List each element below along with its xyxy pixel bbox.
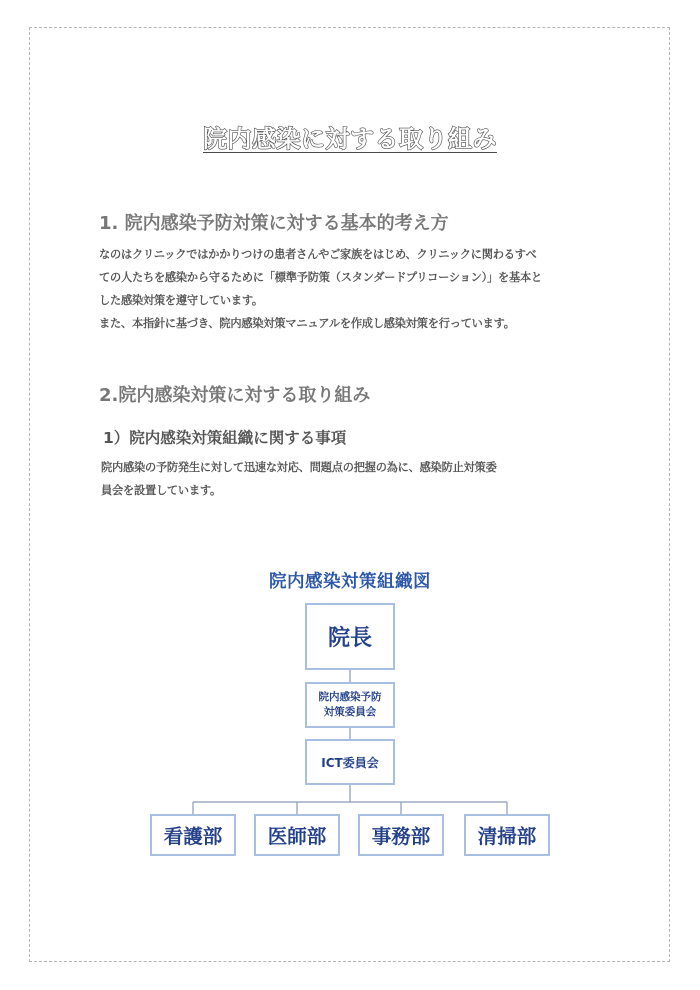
org-box-ict-committee	[305, 739, 395, 785]
org-box-department	[358, 814, 444, 856]
section2-subheading: 1）院内感染対策組織に関する事項	[103, 429, 347, 447]
org-box-committee-line2: 対策委員会	[323, 706, 377, 718]
org-box-department-label: 看護部	[163, 825, 223, 848]
org-box-ict-label: ICT委員会	[321, 755, 379, 770]
org-box-department-label: 医師部	[267, 825, 327, 848]
page-title-text: 院内感染に対する取り組み	[203, 125, 497, 153]
section2-heading: 2.院内感染対策に対する取り組み	[99, 385, 371, 406]
org-box-department	[150, 814, 236, 856]
org-box-department-label: 清掃部	[477, 825, 537, 848]
section1-line: ての人たちを感染から守るために「標準予防策（スタンダードプリコーション）」を基本と	[99, 271, 542, 284]
org-box-department	[254, 814, 340, 856]
section1-line: また、本指針に基づき、院内感染対策マニュアルを作成し感染対策を行っています。	[99, 317, 515, 330]
org-chart-title: 院内感染対策組織図	[269, 572, 431, 592]
org-box-director-label: 院長	[327, 626, 372, 651]
org-box-department	[464, 814, 550, 856]
org-box-committee-line1: 院内感染予防	[318, 691, 382, 703]
section1-heading: 1. 院内感染予防対策に対する基本的考え方	[99, 213, 449, 234]
section1-line: した感染対策を遵守しています。	[99, 294, 263, 307]
section1-line: なのはクリニックではかかりつけの患者さんやご家族をはじめ、クリニックに関わるすべ	[99, 248, 537, 261]
org-box-department-label: 事務部	[371, 825, 431, 848]
org-box-director	[305, 603, 395, 670]
section2-line: 員会を設置しています。	[101, 484, 221, 497]
section2-line: 院内感染の予防発生に対して迅速な対応、問題点の把握の為に、感染防止対策委	[101, 461, 497, 474]
org-box-infection-committee	[305, 682, 395, 728]
